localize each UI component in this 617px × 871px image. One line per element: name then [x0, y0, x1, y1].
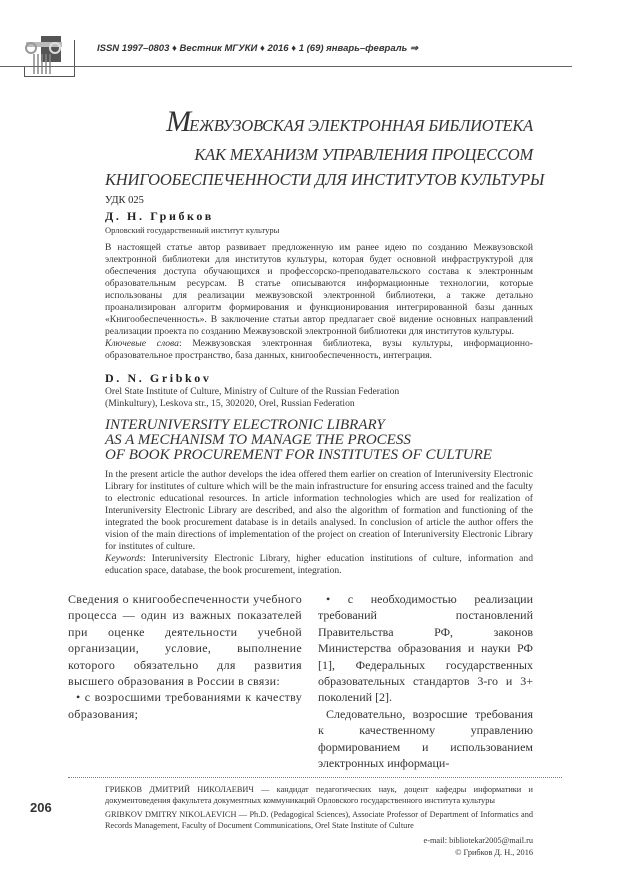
footnote-divider — [68, 777, 562, 778]
article-title-en: INTERUNIVERSITY ELECTRONIC LIBRARY AS A MECHANISM TO MANAGE THE PROCESS OF BOOK PROCUREMENT FOR INSTITUTES OF CULTURE — [105, 417, 492, 463]
body-text — [68, 591, 533, 771]
footnote — [30, 784, 533, 871]
article-title-ru-line-1: МЕЖВУЗОВСКАЯ ЭЛЕКТРОННАЯ БИБЛИОТЕКА — [166, 105, 533, 138]
udk-code: УДК 025 — [105, 195, 144, 206]
abstract-en: In the present article the author develops the idea offered them earlier on creation of Interuniversity Electronic Library for institutes of culture which will be the main infrastructure for ensuring access trained and the faculty to electronic educational resources. In article information technologies which are used for realization of Interuniversity Electronic Library are described, and also the algorithm of formation and functioning of the integrated the book procurement database is in details analysed. In conclusion of article the author offers the vision of the main directions of implementation of the project on creation of Interuniversity Electronic Library for institutes of culture. — [105, 469, 533, 552]
body-column-left — [68, 591, 302, 771]
keywords-label: Ключевые слова — [105, 338, 179, 349]
body-paragraph: Следовательно, возросшие требования к качественному управлению формированием и использованием электронных информаци- — [318, 706, 533, 771]
author-info-en: GRIBKOV DMITRY NIKOLAEVICH — Ph.D. (Pedagogical Sciences), Associate Professor of Department of Informatics and Records Management, Faculty of Document Communications, Orel State Institute of Culture — [105, 810, 533, 831]
body-list-item: • с возросшими требованиями к качеству образования; — [68, 690, 302, 721]
author-name-en: D. N. Gribkov — [105, 371, 212, 385]
body-column-right — [318, 591, 533, 771]
abstract-ru: В настоящей статье автор развивает предложенную им ранее идею по созданию Межвузовской электронной библиотеки для институтов культуры, которая будет основной инфраструктурой для обеспечения доступа обучающихся и профессорско-преподавательского состава к электронным образовательным ресурсам. В статье описываются информационные технологии, которые использованы для реализации межвузовской электронной библиотеки, а также детально проанализирован алгоритм формирования и функционирования интегрированной базы данных «Книгообеспеченность». В заключение статьи автор предлагает своё видение основных направлений реализации проекта по созданию Межвузовской электронной библиотеки для институтов культуры. — [105, 242, 533, 337]
running-header: ISSN 1997–0803 ♦ Вестник МГУКИ ♦ 2016 ♦ 1 (69) январь–февраль ⇒ — [97, 43, 418, 54]
author-info-ru: ГРИБКОВ ДМИТРИЙ НИКОЛАЕВИЧ — кандидат педагогических наук, доцент кафедры информатики и документоведения факультета документных коммуникаций Орловского государственного института культуры — [105, 785, 533, 806]
keywords-label: Keywords — [105, 553, 144, 564]
body-paragraph: Сведения о книгообеспеченности учебного процесса — один из важных показателей при оценке деятельности учебной организации, условие, выполнение которого обязательно для развития высшего образования в России в связи: — [68, 592, 302, 689]
page-number: 206 — [30, 800, 52, 816]
author-email: e-mail: bibliotekar2005@mail.ru — [423, 836, 533, 846]
keywords-en: Keywords: Interuniversity Electronic Library, higher education institutions of culture, information and education space, database, the book procurement, integration. — [105, 553, 533, 576]
copyright: © Грибков Д. Н., 2016 — [455, 848, 533, 858]
author-affiliation-en: Orel State Institute of Culture, Ministry of Culture of the Russian Federation (Minkultury), Leskova str., 15, 302020, Orel, Russian Federation — [105, 386, 400, 409]
article-title-ru-line-2: КАК МЕХАНИЗМ УПРАВЛЕНИЯ ПРОЦЕССОМ — [194, 145, 533, 164]
author-name-ru: Д. Н. Грибков — [105, 209, 214, 223]
article-title-ru-line-3: КНИГООБЕСПЕЧЕННОСТИ ДЛЯ ИНСТИТУТОВ КУЛЬТУРЫ — [105, 170, 545, 189]
keywords-ru: Ключевые слова: Межвузовская электронная библиотека, вузы культуры, информационно-образовательное пространство, база данных, книгообеспеченность, интеграция. — [105, 338, 533, 361]
author-affiliation-ru: Орловский государственный институт культуры — [105, 225, 280, 235]
body-list-item: • с необходимостью реализации требований постановлений Правительства РФ, законов Министерства образования и науки РФ [1], Федеральных государственных образовательных стандартов 3-го и 3+ поколений [2]. — [318, 592, 533, 705]
